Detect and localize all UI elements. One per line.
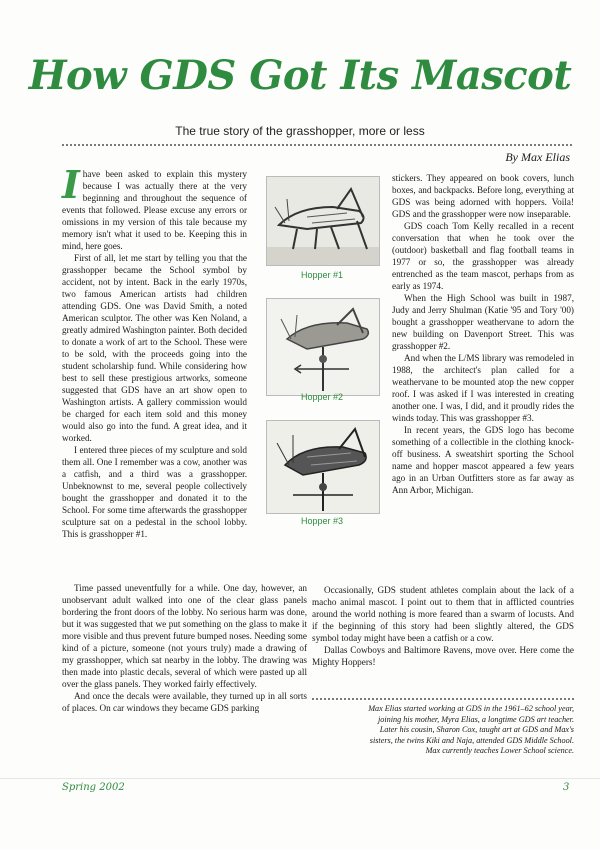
column-right [392, 172, 574, 496]
paragraph: I entered three pieces of my sculpture and sold them all. One I remember was a cow, another was a catfish, and a third was a grasshopper. Unbeknownst to me, several people collectively bought the grasshopper and donated it to the School. For some time afterwards the grasshopper sculpture sat on a pedestal in the school lobby. This is grasshopper #1. [62, 445, 247, 539]
dotted-divider [312, 698, 574, 700]
hopper-3-photo [266, 420, 380, 514]
author-bio: Max Elias started working at GDS in the 1961–62 school year, joining his mother, Myra Elias, a longtime GDS art teacher. Later his cousin, Sharon Cox, taught art at GDS and Max's sisters, the twins Kiki and Naja, attended GDS Middle School. Max currently teaches Lower School science. [368, 704, 574, 755]
paragraph: When the High School was built in 1987, Judy and Jerry Shulman (Katie '95 and Tory '00) bought a grasshopper weathervane to adorn the new building on Davenport Street. This was grasshopper #2. [392, 293, 574, 351]
paragraph: GDS coach Tom Kelly recalled in a recent conversation that when he took over the (outdoor) basketball and flag football teams in 1977 or so, the grasshopper was already entrenched as the team mascot, perhaps from as early as 1974. [392, 221, 574, 291]
hopper-2-photo [266, 298, 380, 396]
article-title: How GDS Got Its Mascot [28, 52, 572, 99]
dotted-divider [62, 144, 572, 146]
column-left-lower [62, 582, 307, 714]
paragraph: Occasionally, GDS student athletes complain about the lack of a macho animal mascot. I point out to them that in afflicted countries around the world nothing is more feared than a swarm of locusts. And if the beginning of this story had been slightly altered, the GDS symbol today might have been a catfish or a cow. [312, 585, 574, 643]
paragraph: stickers. They appeared on book covers, lunch boxes, and backpacks. Before long, everything at GDS was being adorned with hoppers. Voila! GDS and the grasshopper were now inseparable. [392, 173, 574, 219]
issue-label: Spring 2002 [62, 782, 125, 793]
paragraph: Time passed uneventfully for a while. One day, however, an unobservant adult walked into one of the clear glass panels bordering the front doors of the lobby. No serious harm was done, but it was suggested that we put something on the glass to make it more visible and thus prevent future bumped noses. Needing some kind of a picture, someone (not yours truly) made a drawing of my grasshopper, which sat nearby in the lobby. The drawing was then made into plastic decals, several of which were pasted up all over the glass panels. They worked fairly effectively. [62, 583, 307, 689]
paragraph: Dallas Cowboys and Baltimore Ravens, move over. Here come the Mighty Hoppers! [312, 645, 574, 667]
photo-caption: Hopper #3 [300, 516, 344, 526]
column-right-lower [312, 584, 574, 668]
paragraph: And once the decals were available, they turned up in all sorts of places. On car windows they became GDS parking [62, 691, 307, 713]
paragraph: First of all, let me start by telling you that the grasshopper became the School symbol by accident, not by intent. Back in the early 1970s, two famous American artists had children attending GDS. One was David Smith, a noted American sculptor. The other was Ken Noland, a greatly admired Washington painter. Both decided to donate a work of art to the School. These were to be sold, with the proceeds going into the student scholarship fund. While considering how best to sell these prestigious artworks, someone suggested that GDS have an art show open to Washington artists. A gallery commission would be charged for each item sold and this money would also go into the fund. A great idea, and it worked. [62, 253, 247, 443]
grasshopper-sculpture-icon [267, 177, 379, 265]
page-number: 3 [563, 782, 570, 793]
hopper-1-photo [266, 176, 380, 266]
article-subtitle: The true story of the grasshopper, more or less [175, 124, 425, 138]
paragraph: In recent years, the GDS logo has become something of a collectible in the clothing knock-off business. A sweatshirt sporting the School name and hopper mascot appeared a few years ago in an Urban Outfitters store as far away as Ann Arbor, Michigan. [392, 425, 574, 495]
column-left [62, 162, 247, 540]
byline: By Max Elias [505, 150, 570, 164]
photo-caption: Hopper #2 [300, 392, 344, 402]
drop-cap: I [62, 162, 80, 207]
paragraph: And when the L/MS library was remodeled in 1988, the architect's plan called for a weathervane to be mounted atop the new copper roof. I was asked if I was interested in creating another one. I was, I did, and it proudly rides the winds today. This was grasshopper #3. [392, 353, 574, 423]
paragraph: Ihave been asked to explain this mystery because I was actually there at the very beginning and throughout the sequence of events that followed. Please excuse any errors or omissions in my version of this tale because my memory isn't what it used to be. Keeping this in mind, here goes. [62, 162, 247, 251]
photo-caption: Hopper #1 [300, 270, 344, 280]
grasshopper-weathervane-icon [267, 299, 379, 395]
footer-divider [0, 778, 600, 779]
grasshopper-weathervane-icon [267, 421, 379, 513]
